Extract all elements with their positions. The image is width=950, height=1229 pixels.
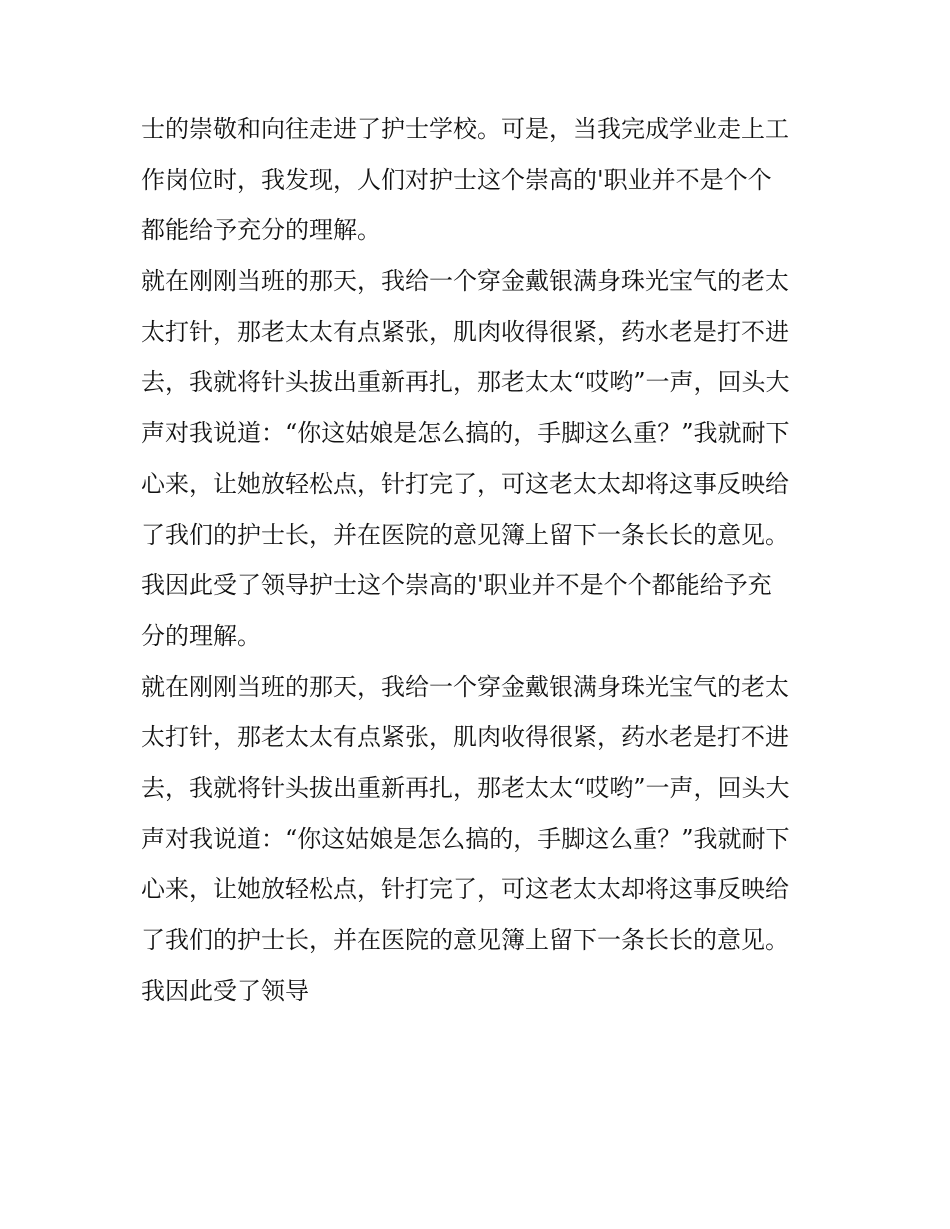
text-line: 我因此受了领导 [141, 976, 309, 1005]
text-line: 分的理解。 [141, 621, 261, 650]
text-line: 士的崇敬和向往走进了护士学校。可是，当我完成学业走上工 [141, 115, 789, 143]
text-line: 了我们的护士长，并在医院的意见簿上留下一条长长的意见。 [141, 926, 789, 954]
text-line: 心来，让她放轻松点，针打完了，可这老太太却将这事反映给 [141, 875, 789, 904]
text-line: 太打针，那老太太有点紧张，肌肉收得很紧，药水老是打不进 [141, 317, 789, 346]
text-line: 就在刚刚当班的那天，我给一个穿金戴银满身珠光宝气的老太 [141, 672, 789, 701]
text-line: 声对我说道：“你这姑娘是怎么搞的，手脚这么重？”我就耐下 [141, 419, 790, 448]
text-line: 声对我说道：“你这姑娘是怎么搞的，手脚这么重？”我就耐下 [141, 824, 790, 853]
text-line: 去，我就将针头拔出重新再扎，那老太太“哎哟”一声，回头大 [141, 773, 790, 802]
text-line: 去，我就将针头拔出重新再扎，那老太太“哎哟”一声，回头大 [141, 368, 790, 397]
text-line: 作岗位时，我发现，人们对护士这个崇高的'职业并不是个个 [141, 165, 772, 194]
text-line: 了我们的护士长，并在医院的意见簿上留下一条长长的意见。 [141, 520, 789, 549]
text-line: 太打针，那老太太有点紧张，肌肉收得很紧，药水老是打不进 [141, 723, 789, 752]
body-text [141, 104, 821, 1016]
text-line: 心来，让她放轻松点，针打完了，可这老太太却将这事反映给 [141, 469, 789, 498]
text-line: 我因此受了领导护士这个崇高的'职业并不是个个都能给予充 [141, 571, 772, 600]
text-line: 都能给予充分的理解。 [141, 216, 381, 245]
text-line: 就在刚刚当班的那天，我给一个穿金戴银满身珠光宝气的老太 [141, 267, 789, 296]
